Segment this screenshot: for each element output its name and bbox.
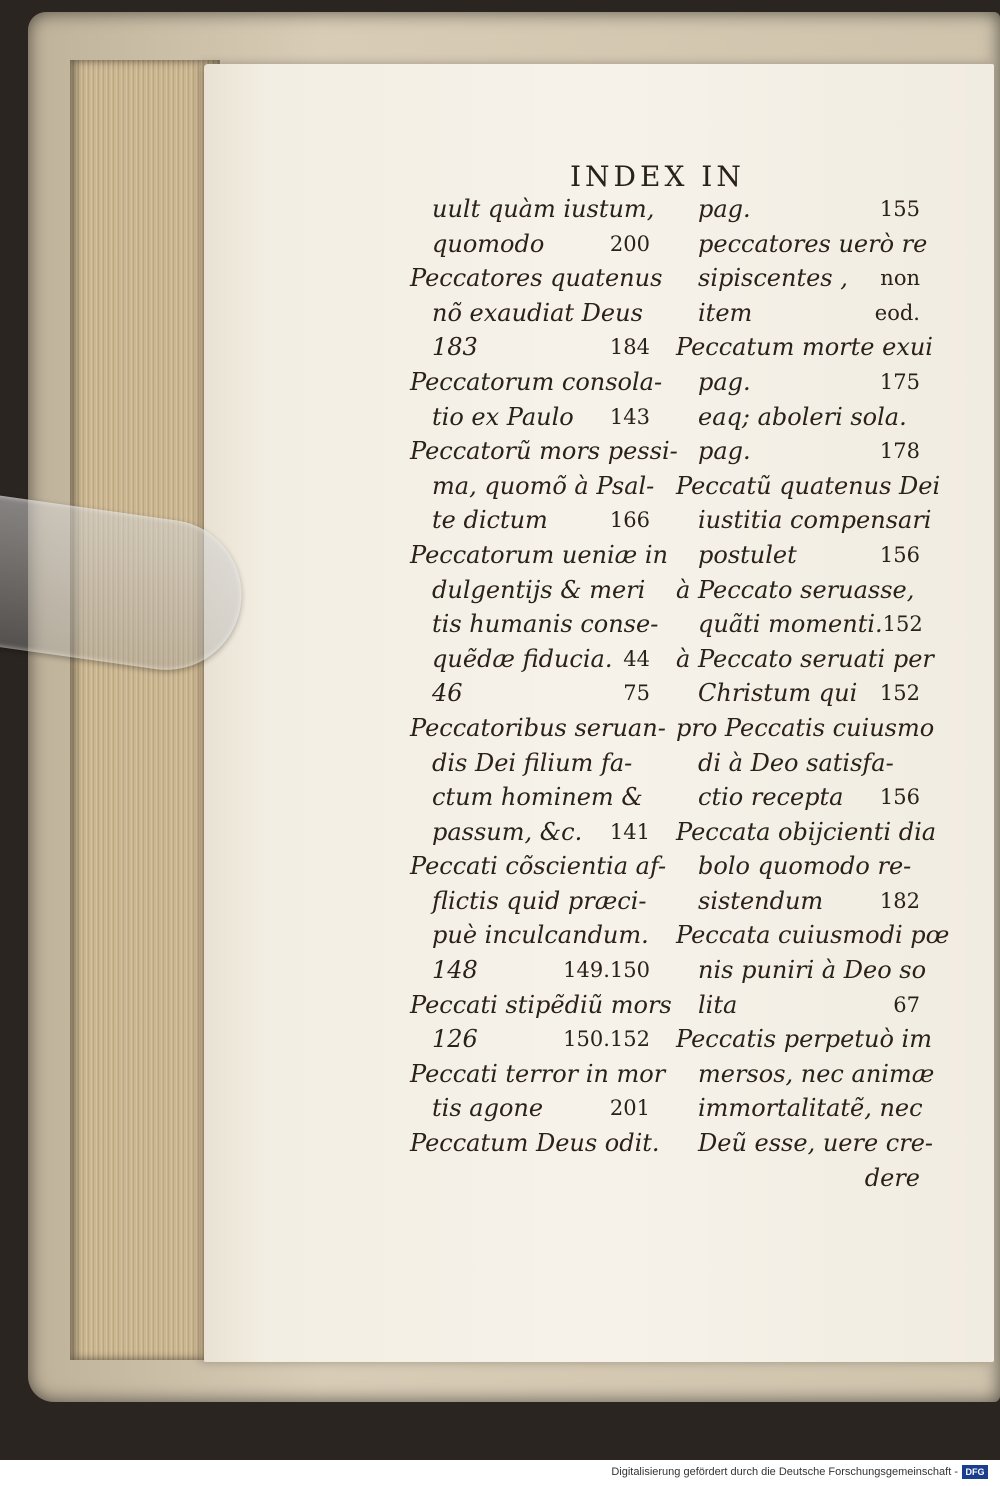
- entry-text: quomodo: [432, 229, 545, 258]
- index-entry-line: [676, 642, 934, 677]
- index-entry-line: [676, 192, 920, 227]
- entry-text: bolo quomodo re-: [698, 852, 912, 881]
- entry-text: 46: [432, 679, 463, 708]
- index-column-left: [410, 192, 678, 1161]
- index-entry-line: [676, 1057, 935, 1092]
- entry-text: quẽdæ fiducia.: [432, 644, 613, 673]
- entry-text: à Peccato seruasse,: [676, 575, 915, 604]
- index-entry-line: [410, 711, 666, 746]
- running-header: INDEX IN: [570, 160, 745, 193]
- page-reference: 201: [609, 1096, 650, 1121]
- entry-text: dis Dei filium fa-: [432, 748, 633, 777]
- entry-text: flictis quid præci-: [432, 886, 647, 915]
- page-reference: 152: [879, 681, 920, 706]
- entry-text: Peccata cuiusmodi pœ: [676, 921, 950, 950]
- entry-text: ctio recepta: [698, 783, 844, 812]
- index-entry-line: [410, 538, 668, 573]
- entry-text: ctum hominem &: [432, 783, 643, 812]
- entry-text: quãti momenti.: [698, 610, 883, 639]
- index-entry-line: [410, 192, 655, 227]
- index-entry-line: [410, 815, 650, 850]
- index-entry-line: [410, 296, 650, 331]
- index-entry-line: [676, 607, 923, 642]
- entry-text: Peccatorũ mors pessi-: [410, 437, 678, 466]
- page-reference: 44: [623, 646, 650, 671]
- index-entry-line: [410, 676, 650, 711]
- page-reference: 175: [879, 369, 920, 394]
- index-entry-line: [676, 884, 920, 919]
- index-entry-line: [676, 780, 920, 815]
- index-entry-line: [410, 849, 667, 884]
- index-entry-line: [410, 1057, 666, 1092]
- index-entry-line: [410, 365, 663, 400]
- index-entry-line: [676, 746, 920, 781]
- entry-text: Peccatoribus seruan-: [410, 713, 666, 742]
- index-entry-line: [676, 1161, 920, 1196]
- index-entry-line: [676, 434, 920, 469]
- entry-text: Christum qui: [698, 679, 858, 708]
- index-entry-line: [676, 365, 920, 400]
- index-entry-line: [676, 676, 920, 711]
- index-entry-line: [410, 884, 650, 919]
- entry-text: item: [698, 298, 753, 327]
- index-entry-line: [676, 227, 928, 262]
- entry-text: Peccati cõscientia af-: [410, 852, 667, 881]
- index-entry-line: [410, 953, 650, 988]
- entry-text: passum, &c.: [432, 817, 583, 846]
- page-reference: 200: [609, 231, 650, 256]
- page-reference: 182: [879, 888, 920, 913]
- entry-text: pro Peccatis cuiusmo: [676, 713, 935, 742]
- page-reference: 184: [609, 335, 650, 360]
- page-reference: 141: [609, 819, 650, 844]
- index-entry-line: [410, 780, 650, 815]
- entry-text: Peccatorum consola-: [410, 367, 663, 396]
- page-reference: 178: [879, 439, 920, 464]
- page-reference: eod.: [874, 300, 920, 325]
- footer-bar: [0, 1460, 1000, 1486]
- entry-text: 148: [432, 956, 478, 985]
- entry-text: pag.: [698, 195, 751, 223]
- index-entry-line: [410, 434, 678, 469]
- index-entry-line: [676, 503, 932, 538]
- index-entry-line: [410, 918, 650, 953]
- page-reference: non: [880, 266, 920, 291]
- index-entry-line: [410, 988, 672, 1023]
- index-entry-line: [410, 642, 650, 677]
- entry-text: Peccatum Deus odit.: [410, 1129, 660, 1158]
- index-entry-line: [676, 953, 927, 988]
- entry-text: Peccata obijcienti dia: [676, 817, 937, 846]
- index-entry-line: [410, 503, 650, 538]
- index-entry-line: [676, 815, 937, 850]
- index-entry-line: [410, 400, 650, 435]
- entry-text: uult quàm iustum,: [432, 195, 655, 223]
- entry-text: Deũ esse, uere cre-: [698, 1129, 934, 1158]
- index-entry-line: [676, 849, 920, 884]
- entry-text: Peccatorum ueniæ in: [410, 540, 668, 569]
- page-reference: 166: [609, 508, 650, 533]
- index-entry-line: [410, 746, 650, 781]
- dfg-logo: DFG: [962, 1465, 988, 1479]
- index-entry-line: [676, 469, 941, 504]
- entry-text: di à Deo satisfa-: [698, 748, 894, 777]
- page-reference: 156: [879, 542, 920, 567]
- entry-text: immortalitatẽ, nec: [698, 1094, 923, 1123]
- entry-text: à Peccato seruati per: [676, 644, 934, 673]
- entry-text: Peccati stipẽdiũ mors: [410, 990, 672, 1019]
- entry-text: Peccatũ quatenus Dei: [676, 471, 941, 500]
- index-entry-line: [676, 1126, 934, 1161]
- entry-text: Peccatum morte exui: [676, 333, 933, 362]
- page-reference: 156: [879, 785, 920, 810]
- page-reference: 67: [893, 992, 920, 1017]
- index-entry-line: [410, 607, 659, 642]
- index-entry-line: [676, 1022, 932, 1057]
- entry-text: tis agone: [432, 1094, 544, 1123]
- index-entry-line: [410, 1091, 650, 1126]
- page-reference: 155: [879, 197, 920, 221]
- index-entry-line: [410, 469, 655, 504]
- entry-text: ma, quomõ à Psal-: [432, 471, 655, 500]
- page-reference: 150.152: [563, 1027, 650, 1052]
- entry-text: nõ exaudiat Deus: [432, 298, 643, 327]
- index-entry-line: [676, 1091, 923, 1126]
- page-edges: [70, 60, 220, 1360]
- index-entry-line: [410, 261, 663, 296]
- entry-text: lita: [698, 990, 738, 1019]
- entry-text: tis humanis conse-: [432, 610, 659, 639]
- entry-text: pag.: [698, 367, 751, 396]
- index-entry-line: [410, 1126, 660, 1161]
- entry-text: iustitia compensari: [698, 506, 932, 535]
- entry-text: 126: [432, 1025, 478, 1054]
- index-entry-line: [676, 711, 935, 746]
- page-reference: 75: [623, 681, 650, 706]
- entry-text: dere: [864, 1163, 920, 1192]
- entry-text: eaq; aboleri sola.: [698, 402, 907, 431]
- funding-credit: Digitalisierung gefördert durch die Deutsche Forschungsgemeinschaft -: [611, 1466, 958, 1478]
- page-reference: 152: [882, 612, 923, 637]
- index-entry-line: [410, 227, 650, 262]
- entry-text: pag.: [698, 437, 751, 466]
- page-reference: 143: [609, 404, 650, 429]
- index-entry-line: [676, 918, 950, 953]
- entry-text: Peccatis perpetuò im: [676, 1025, 932, 1054]
- index-entry-line: [410, 1022, 650, 1057]
- index-entry-line: [676, 400, 920, 435]
- entry-text: puè inculcandum.: [432, 921, 649, 950]
- entry-text: Peccatores quatenus: [410, 264, 663, 293]
- entry-text: 183: [432, 333, 478, 362]
- entry-text: sipiscentes ,: [698, 264, 848, 293]
- index-entry-line: [676, 573, 920, 608]
- entry-text: dulgentijs & meri: [432, 575, 646, 604]
- index-entry-line: [410, 330, 650, 365]
- index-column-right: [676, 192, 950, 1195]
- entry-text: mersos, nec animæ: [698, 1059, 935, 1088]
- entry-text: tio ex Paulo: [432, 402, 574, 431]
- index-entry-line: [676, 330, 933, 365]
- index-entry-line: [676, 261, 920, 296]
- entry-text: peccatores uerò re: [698, 229, 928, 258]
- entry-text: nis puniri à Deo so: [698, 956, 927, 985]
- entry-text: postulet: [698, 540, 797, 569]
- index-entry-line: [410, 573, 650, 608]
- entry-text: te dictum: [432, 506, 548, 535]
- index-entry-line: [676, 538, 920, 573]
- entry-text: sistendum: [698, 886, 824, 915]
- entry-text: Peccati terror in mor: [410, 1059, 666, 1088]
- index-entry-line: [676, 296, 920, 331]
- page-reference: 149.150: [563, 958, 650, 983]
- index-entry-line: [676, 988, 920, 1023]
